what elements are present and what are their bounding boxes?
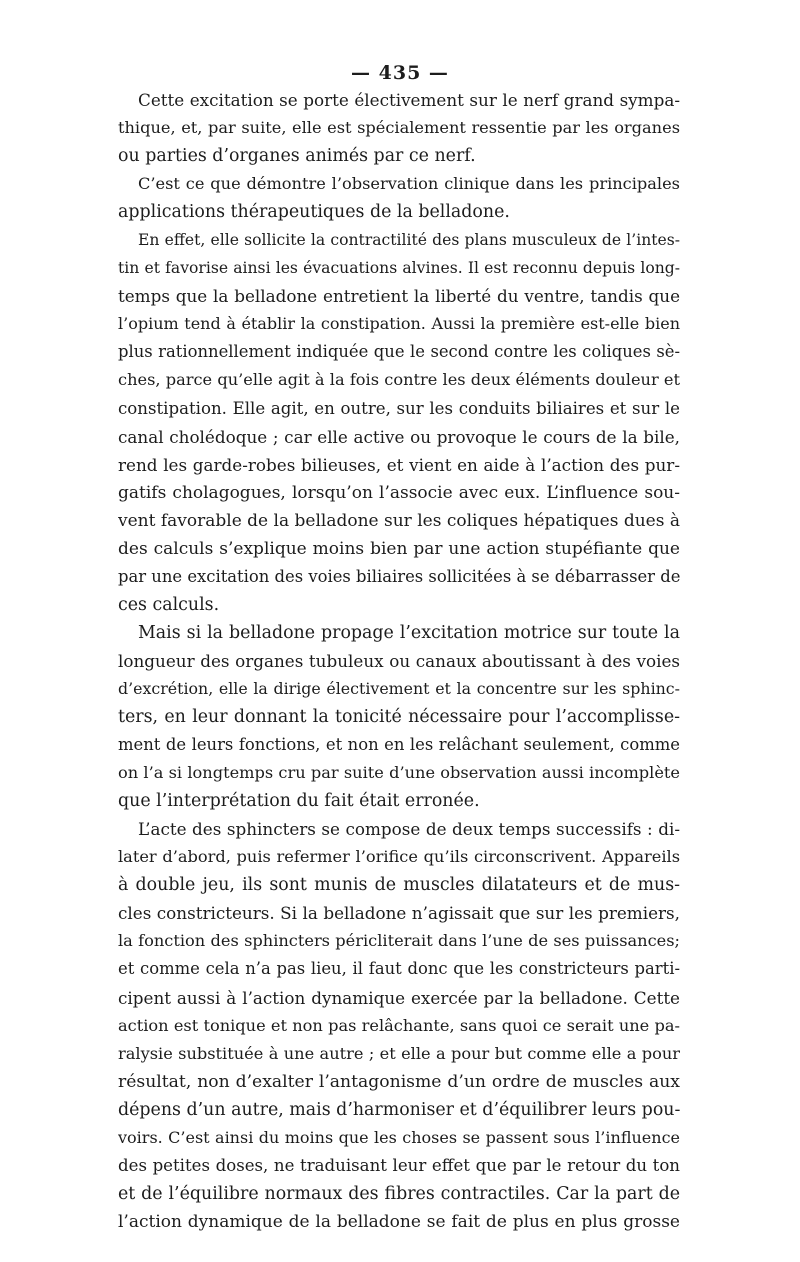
text-line: ches, parce qu’elle agit à la fois contre les deux éléments douleur et — [118, 370, 680, 390]
text-line: Mais si la belladone propage l’excitation motrice sur toute la — [138, 622, 680, 643]
text-line: et comme cela n’a pas lieu, il faut donc que les constricteurs parti- — [118, 959, 680, 979]
text-line: des calculs s’explique moins bien par une action stupéfiante que — [118, 538, 680, 559]
text-line: constipation. Elle agit, en outre, sur les conduits biliaires et sur le — [118, 398, 680, 418]
text-line: des petites doses, ne traduisant leur effet que par le retour du ton — [118, 1155, 680, 1175]
text-line: ment de leurs fonctions, et non en les relâchant seulement, comme — [118, 735, 680, 755]
text-line: cles constricteurs. Si la belladone n’agissait que sur les premiers, — [118, 903, 680, 924]
text-line: longueur des organes tubuleux ou canaux aboutissant à des voies — [118, 650, 680, 671]
text-line: Cette excitation se porte électivement sur le nerf grand sympa- — [138, 90, 680, 110]
text-line: C’est ce que démontre l’observation clinique dans les principales — [138, 174, 680, 194]
text-line: temps que la belladone entretient la liberté du ventre, tandis que — [118, 286, 680, 307]
text-line: plus rationnellement indiquée que le second contre les coliques sè- — [118, 342, 680, 362]
text-line: gatifs cholagogues, lorsqu’on l’associe avec eux. L’influence sou- — [118, 482, 680, 503]
text-line: ralysie substituée à une autre ; et elle a pour but comme elle a pour — [118, 1043, 680, 1063]
paragraph-4 — [118, 619, 680, 815]
text-line: l’opium tend à établir la constipation. Aussi la première est-elle bien — [118, 314, 680, 334]
paragraph-3 — [118, 226, 680, 619]
page-number: — 435 — — [351, 62, 449, 84]
text-line: on l’a si longtemps cru par suite d’une observation aussi incomplète — [118, 763, 680, 783]
text-line: En effet, elle sollicite la contractilité des plans musculeux de l’intes- — [138, 231, 680, 250]
text-line: L’acte des sphincters se compose de deux temps successifs : di- — [138, 819, 680, 840]
text-line: cipent aussi à l’action dynamique exercée par la belladone. Cette — [118, 987, 680, 1008]
text-line: tin et favorise ainsi les évacuations alvines. Il est reconnu depuis long- — [118, 259, 680, 278]
text-line: l’action dynamique de la belladone se fait de plus en plus grosse — [118, 1211, 680, 1232]
paragraph-1 — [118, 86, 680, 170]
text-line: que l’interprétation du fait était erronée. — [118, 791, 480, 812]
text-line: voirs. C’est ainsi du moins que les choses se passent sous l’influence — [118, 1127, 680, 1147]
text-line: la fonction des sphincters péricliterait dans l’une de ses puissances; — [118, 931, 680, 951]
body-text — [118, 86, 680, 1236]
text-line: à double jeu, ils sont munis de muscles dilatateurs et de mus- — [118, 875, 680, 896]
text-line: et de l’équilibre normaux des fibres contractiles. Car la part de — [118, 1183, 680, 1204]
text-line: later d’abord, puis refermer l’orifice qu’ils circonscrivent. Appareils — [118, 847, 680, 867]
text-line: d’excrétion, elle la dirige électivement et la concentre sur les sphinc- — [118, 678, 680, 698]
text-line: rend les garde-robes bilieuses, et vient en aide à l’action des pur- — [118, 454, 680, 475]
text-line: dépens d’un autre, mais d’harmoniser et d’équilibrer leurs pou- — [118, 1099, 680, 1120]
text-line: ces calculs. — [118, 594, 220, 615]
text-line: par une excitation des voies biliaires sollicitées à se débarrasser de — [118, 566, 680, 586]
text-line: thique, et, par suite, elle est spécialement ressentie par les organes — [118, 118, 680, 138]
text-line: ou parties d’organes animés par ce nerf. — [118, 146, 476, 167]
text-line: résultat, non d’exalter l’antagonisme d’un ordre de muscles aux — [118, 1071, 680, 1092]
text-line: applications thérapeutiques de la belladone. — [118, 202, 510, 223]
text-line: action est tonique et non pas relâchante, sans quoi ce serait une pa- — [118, 1015, 680, 1035]
paragraph-5 — [118, 815, 680, 1236]
text-line: vent favorable de la belladone sur les coliques hépatiques dues à — [118, 510, 680, 531]
paragraph-2 — [118, 170, 680, 226]
text-line: ters, en leur donnant la tonicité nécessaire pour l’accomplisse- — [118, 707, 680, 728]
text-line: canal cholédoque ; car elle active ou provoque le cours de la bile, — [118, 426, 680, 447]
